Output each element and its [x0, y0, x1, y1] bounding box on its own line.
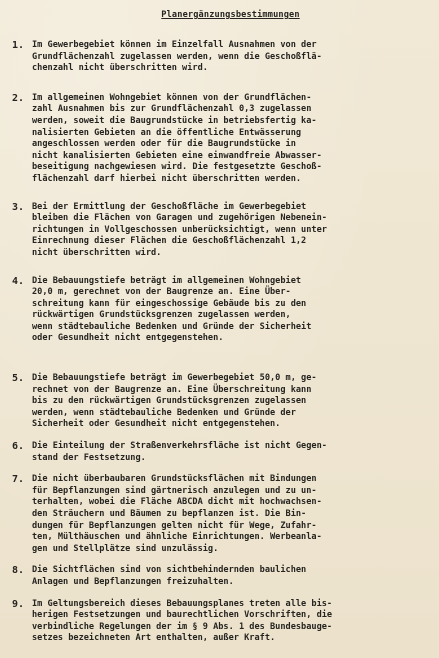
- clause-text: Die Einteilung der Straßenverkehrsfläche ist nicht Gegen- stand der Festsetzung.: [32, 441, 327, 463]
- clause-7: [6, 474, 429, 555]
- clause-number: 3.: [12, 201, 25, 213]
- clause-number: 5.: [12, 373, 25, 385]
- clause-2: [6, 93, 429, 186]
- clause-5: [6, 373, 429, 431]
- clause-4: [6, 276, 429, 346]
- clause-number: 7.: [12, 474, 25, 486]
- clause-6: [6, 441, 429, 464]
- clause-number: 4.: [12, 275, 25, 287]
- clause-text: Die nicht überbaubaren Grundstücksflächen mit Bindungen für Bepflanzungen sind gärtnerisch anzulegen und zu un- terhalten, wobei die Fläche ABCDA dicht mit hochwachsen- den Sträuchern und Bäumen zu bepflanzen ist. Die Bin- dungen für Bepflanzungen gelten nicht für Wege, Zufahr- ten, Mülthäuschen und ähnliche Einrichtungen. Werbeanla- gen und Stellplätze sind unzulässig.: [32, 474, 322, 554]
- clause-number: 9.: [12, 598, 25, 610]
- clause-number: 8.: [12, 565, 25, 577]
- clause-text: Bei der Ermittlung der Geschoßfläche im Gewerbegebiet bleiben die Flächen von Garagen und zugehörigen Nebenein- richtungen in Vollgeschossen unberücksichtigt, wenn unter Einrechnung dieser Flächen die Geschoßflächenzahl 1,2 nicht überschritten wird.: [32, 201, 327, 258]
- clause-text: Im Geltungsbereich dieses Bebauungsplanes treten alle bis- herigen Festsetzungen und baurechtlichen Vorschriften, die verbindliche Regelungen der im § 9 Abs. 1 des Bundesbauge- setzes bezeichneten Art enthalten, außer Kraft.: [32, 598, 333, 644]
- clause-text: Die Bebauungstiefe beträgt im Gewerbegebiet 50,0 m, ge- rechnet von der Baugrenze an. Eine Überschreitung kann bis zu den rückwärtigen Grundstücksgrenzen zugelassen werden, wenn städtebauliche Bedenken und Gründe der Sicherheit oder Gesundheit nicht entgegenstehen.: [32, 373, 317, 430]
- clause-text: Die Sichtflächen sind von sichtbehindernden baulichen Anlagen und Bepflanzungen freizuhalten.: [32, 565, 307, 587]
- clause-text: Im Gewerbegebiet können im Einzelfall Ausnahmen von der Grundflächenzahl zugelassen werden, wenn die Geschoßflä- chenzahl nicht überschritten wird.: [32, 40, 322, 74]
- clause-9: [6, 599, 429, 645]
- clause-number: 1.: [12, 40, 25, 51]
- clause-text: Im allgemeinen Wohngebiet können von der Grundflächen- zahl Ausnahmen bis zur Grundflächenzahl 0,3 zugelassen werden, soweit die Baugrundstücke in betriebsfertig ka- nalisierten Gebieten an die öffentliche Entwässerung angeschlossen werden oder für die Baugrundstücke in nicht kanalisierten Gebieten eine einwandfreie Abwasser- beseitigung nachgewiesen wird. Die festgesetzte Geschoß- flächenzahl darf hierbei nicht überschritten werden.: [32, 92, 322, 184]
- clause-number: 6.: [12, 441, 25, 453]
- document-title: Planergänzungsbestimmungen: [161, 10, 300, 20]
- clause-number: 2.: [12, 92, 25, 104]
- clause-3: [6, 202, 429, 260]
- clause-1: [6, 40, 429, 75]
- clause-8: [6, 565, 429, 588]
- clause-text: Die Bebauungstiefe beträgt im allgemeinen Wohngebiet 20,0 m, gerechnet von der Baugrenze an. Eine Über- schreitung kann für eingeschossige Gebäude bis zu den rückwärtigen Grundstücksgrenzen zugelassen werden, wenn städtebauliche Bedenken und Gründe der Sicherheit oder Gesundheit nicht entgegenstehen.: [32, 275, 312, 344]
